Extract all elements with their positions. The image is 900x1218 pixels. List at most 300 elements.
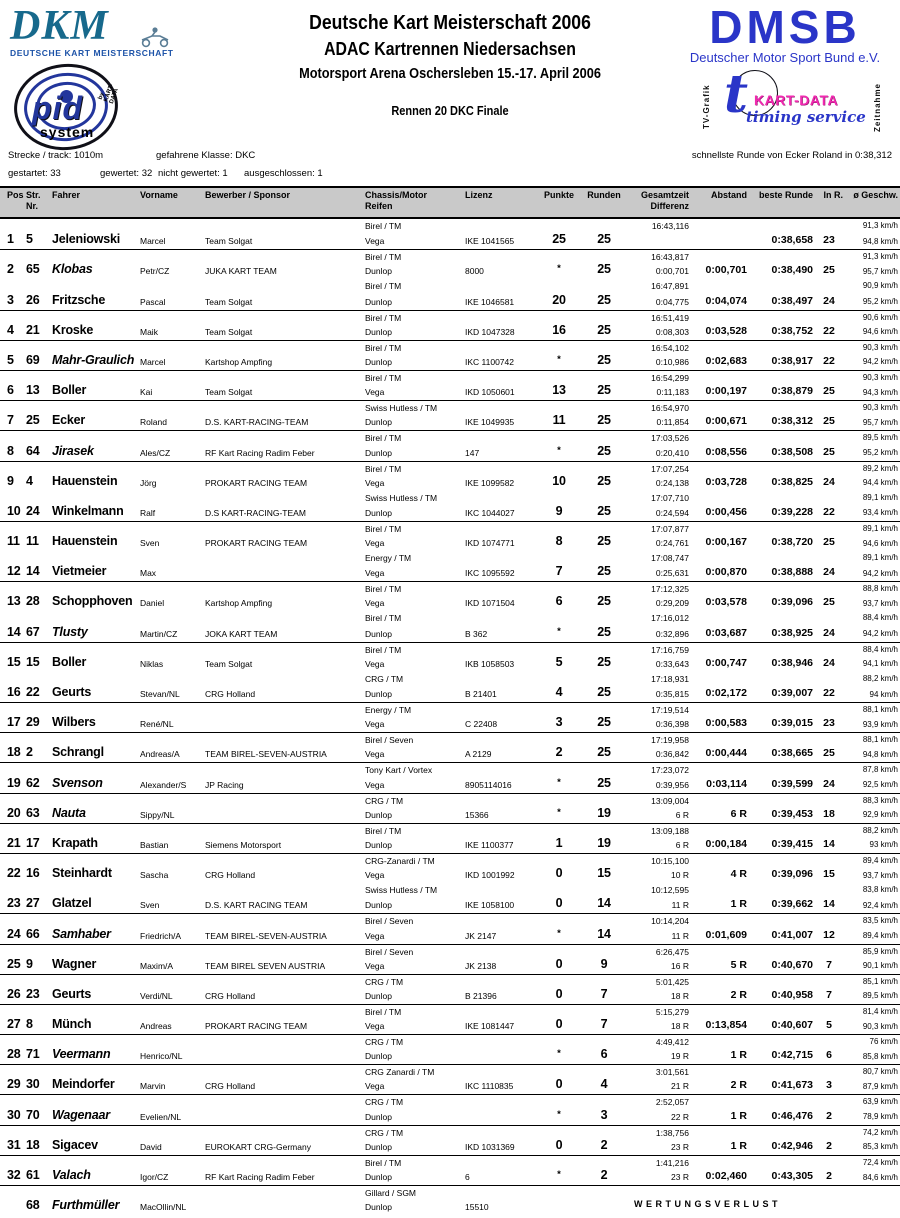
col-fahrer: Geurts xyxy=(52,986,92,1001)
col-abstand: 0:04,074 xyxy=(705,294,747,307)
col-geschw: 76 km/h 85,8 km/h xyxy=(862,1037,898,1061)
col-beste-runde: 0:38,665 xyxy=(771,747,813,760)
col-in-r: 24 xyxy=(823,294,835,307)
col-chassis-reifen: CRG / TM Dunlop xyxy=(365,1127,404,1152)
col-chassis-reifen: Birel / TM Dunlop xyxy=(365,342,402,367)
col-start-number: 24 xyxy=(26,503,40,518)
col-gesamtzeit: 17:08,747 0:25,631 xyxy=(651,553,689,579)
col-fahrer: Furthmüller xyxy=(52,1198,120,1213)
col-pos: 25 xyxy=(7,956,21,971)
col-start-number: 70 xyxy=(26,1107,40,1122)
col-header-runden: Runden xyxy=(587,190,621,200)
col-punkte: * xyxy=(557,806,561,818)
col-vorname: Martin/CZ xyxy=(140,628,178,639)
col-start-number: 16 xyxy=(26,866,40,881)
class-run: gefahrene Klasse: DKC xyxy=(156,150,256,161)
col-header-sponsor: Bewerber / Sponsor xyxy=(205,190,291,200)
col-pos: 17 xyxy=(7,715,21,730)
col-start-number: 17 xyxy=(26,835,40,850)
col-pos: 11 xyxy=(7,534,20,549)
table-row xyxy=(0,1155,900,1185)
kartdata-script: timing service xyxy=(746,108,866,126)
col-geschw: 80,7 km/h 87,9 km/h xyxy=(862,1067,898,1091)
col-fahrer: Schopphoven xyxy=(52,594,133,609)
col-vorname: Verdi/NL xyxy=(140,990,173,1001)
col-vorname: Henrico/NL xyxy=(140,1051,183,1062)
col-in-r: 22 xyxy=(823,324,835,337)
col-abstand: 1 R xyxy=(730,1049,747,1062)
col-punkte: 0 xyxy=(555,866,563,881)
col-gesamtzeit: 17:23,072 0:39,956 xyxy=(651,765,689,790)
col-lizenz: IKE 1049935 xyxy=(465,417,515,428)
col-start-number: 65 xyxy=(26,262,40,277)
col-beste-runde: 0:40,607 xyxy=(771,1019,813,1032)
col-runden: 25 xyxy=(597,443,611,458)
col-runden: 4 xyxy=(600,1077,608,1092)
col-runden: 19 xyxy=(597,835,611,850)
pid-logo-byline: by KART-DATA xyxy=(97,83,120,105)
col-lizenz: IKE 1041565 xyxy=(465,236,515,247)
col-sponsor: JUKA KART TEAM xyxy=(205,266,277,277)
col-abstand: 0:01,609 xyxy=(705,928,747,941)
col-punkte: * xyxy=(557,1108,561,1120)
col-punkte xyxy=(537,1186,581,1215)
col-fahrer: Wilbers xyxy=(52,715,96,730)
col-start-number: 66 xyxy=(26,926,40,941)
col-in-r: 24 xyxy=(823,777,835,790)
col-vorname: Kai xyxy=(140,387,153,398)
col-geschw: 88,2 km/h 94 km/h xyxy=(862,673,898,699)
col-pos: 16 xyxy=(7,685,21,699)
col-pos: 32 xyxy=(7,1168,21,1182)
col-start-number: 4 xyxy=(26,473,33,488)
table-row xyxy=(0,1064,900,1094)
col-sponsor: CRG Holland xyxy=(205,990,256,1001)
col-beste-runde: 0:46,476 xyxy=(771,1109,813,1122)
col-in-r: 14 xyxy=(823,837,835,850)
col-runden: 25 xyxy=(597,564,611,579)
table-row xyxy=(0,944,900,974)
col-gesamtzeit: 2:52,057 22 R xyxy=(655,1097,689,1122)
col-lizenz: IKC 1095592 xyxy=(465,568,515,579)
col-chassis-reifen: Energy / TM Vega xyxy=(365,553,412,579)
col-punkte: 11 xyxy=(552,413,566,428)
pid-logo-text: pid xyxy=(32,90,83,126)
col-beste-runde: 0:38,508 xyxy=(771,445,813,458)
col-punkte: * xyxy=(557,353,561,365)
col-start-number: 27 xyxy=(26,896,40,911)
col-runden xyxy=(581,1186,627,1215)
col-sponsor: RF Kart Racing Radim Feber xyxy=(205,1172,315,1182)
kartdata-name: KART-DATA xyxy=(754,92,839,108)
col-chassis-reifen: Birel / TM Vega xyxy=(365,1006,402,1032)
col-runden: 9 xyxy=(600,956,608,971)
col-punkte: 2 xyxy=(555,745,563,760)
col-fahrer: Ecker xyxy=(52,413,86,428)
col-punkte: 3 xyxy=(555,715,563,730)
col-geschw: 90,6 km/h 94,6 km/h xyxy=(862,312,898,337)
col-gesamtzeit: 17:07,254 0:24,138 xyxy=(651,463,689,488)
col-gesamtzeit: 17:12,325 0:29,209 xyxy=(651,584,689,609)
col-lizenz: IKD 1050601 xyxy=(465,387,515,398)
col-chassis-reifen: Swiss Hutless / TM Dunlop xyxy=(365,885,438,911)
col-chassis-reifen: CRG Zanardi / TM Vega xyxy=(365,1067,435,1092)
col-beste-runde: 0:39,007 xyxy=(771,687,813,699)
col-abstand: 0:03,687 xyxy=(705,626,747,639)
col-runden: 25 xyxy=(597,654,611,669)
col-beste-runde: 0:40,670 xyxy=(771,958,813,971)
col-pos: 3 xyxy=(7,292,14,307)
col-in-r: 2 xyxy=(826,1139,832,1152)
col-gesamtzeit: 10:14,204 11 R xyxy=(651,916,689,941)
col-geschw: 74,2 km/h 85,3 km/h xyxy=(862,1127,898,1152)
col-start-number: 18 xyxy=(26,1137,40,1152)
col-in-r: 7 xyxy=(826,958,832,971)
col-geschw: 83,5 km/h 89,4 km/h xyxy=(862,916,898,940)
col-abstand: 0:00,444 xyxy=(705,747,747,760)
col-in-r: 24 xyxy=(823,566,835,579)
col-abstand: 0:00,167 xyxy=(705,536,747,549)
col-chassis-reifen: Birel / TM Dunlop xyxy=(365,1157,402,1182)
col-pos: 29 xyxy=(7,1077,21,1092)
col-in-r: 22 xyxy=(823,505,835,518)
col-runden: 25 xyxy=(597,262,611,277)
table-row xyxy=(0,732,900,762)
table-row xyxy=(0,702,900,732)
col-sponsor: EUROKART CRG-Germany xyxy=(205,1141,311,1152)
col-in-r: 14 xyxy=(823,898,835,911)
col-gesamtzeit: 13:09,004 6 R xyxy=(651,795,689,820)
col-beste-runde: 0:38,720 xyxy=(771,536,813,549)
col-punkte: 0 xyxy=(555,956,563,971)
col-gesamtzeit: 16:47,891 0:04,775 xyxy=(651,281,689,307)
col-gesamtzeit: 17:19,958 0:36,842 xyxy=(651,735,689,760)
col-header-gesamtzeit: Gesamtzeit Differenz xyxy=(640,190,689,211)
col-pos: 28 xyxy=(7,1047,21,1062)
col-pos: 8 xyxy=(7,443,14,458)
col-vorname: Igor/CZ xyxy=(140,1172,169,1182)
col-chassis-reifen: Birel / TM Vega xyxy=(365,463,402,488)
col-runden: 25 xyxy=(597,232,611,247)
col-gesamtzeit: 16:54,299 0:11,183 xyxy=(651,372,689,398)
excluded-count: ausgeschlossen: 1 xyxy=(244,168,323,179)
table-row xyxy=(0,370,900,400)
col-in-r: 25 xyxy=(823,747,835,760)
col-lizenz: 15510 xyxy=(465,1202,489,1213)
col-in-r: 25 xyxy=(823,536,835,549)
col-sponsor: D.S KART-RACING-TEAM xyxy=(205,507,306,518)
col-beste-runde: 0:38,879 xyxy=(771,385,813,398)
col-punkte: 10 xyxy=(552,473,566,488)
col-geschw: 89,5 km/h 95,2 km/h xyxy=(862,433,898,457)
col-chassis-reifen: CRG / TM Dunlop xyxy=(365,673,404,699)
col-runden: 14 xyxy=(597,896,611,911)
col-header-lizenz: Lizenz xyxy=(465,190,493,200)
col-fahrer: Veermann xyxy=(52,1047,111,1062)
col-fahrer: Boller xyxy=(52,654,87,669)
col-abstand: 0:03,728 xyxy=(705,475,747,488)
col-punkte: 0 xyxy=(555,986,563,1001)
col-chassis-reifen: Birel / Seven Vega xyxy=(365,916,414,941)
col-runden: 19 xyxy=(597,805,611,820)
col-pos: 27 xyxy=(7,1017,21,1032)
col-sponsor xyxy=(205,1035,365,1064)
col-in-r: 7 xyxy=(826,988,832,1001)
col-in-r: 15 xyxy=(823,868,835,881)
col-sponsor xyxy=(205,551,365,581)
col-start-number: 68 xyxy=(26,1198,40,1213)
col-vorname: Ales/CZ xyxy=(140,447,171,458)
col-runden: 25 xyxy=(597,685,611,699)
col-vorname: Andreas xyxy=(140,1021,172,1032)
col-beste-runde: 0:39,015 xyxy=(771,717,813,730)
col-vorname: Marcel xyxy=(140,356,166,367)
col-start-number: 11 xyxy=(26,534,39,549)
col-runden: 2 xyxy=(600,1137,608,1152)
col-lizenz xyxy=(465,1095,537,1124)
kartdata-t-glyph: t xyxy=(724,64,749,125)
col-geschw: 87,8 km/h 92,5 km/h xyxy=(862,765,898,790)
col-chassis-reifen: Birel / TM Vega xyxy=(365,221,402,247)
col-geschw: 89,1 km/h 94,6 km/h xyxy=(862,523,898,548)
col-geschw: 88,1 km/h 94,8 km/h xyxy=(862,735,898,759)
col-sponsor: CRG Holland xyxy=(205,870,256,881)
col-lizenz: IKE 1046581 xyxy=(465,296,515,307)
col-vorname: Andreas/A xyxy=(140,749,180,760)
col-abstand: 2 R xyxy=(730,1079,747,1092)
col-lizenz xyxy=(465,1035,537,1064)
col-chassis-reifen: Birel / Seven Vega xyxy=(365,946,414,971)
table-row xyxy=(0,1094,900,1124)
col-in-r: 23 xyxy=(823,234,835,247)
col-punkte: 16 xyxy=(552,322,566,337)
started-count: gestartet: 33 xyxy=(8,168,61,179)
col-chassis-reifen: CRG / TM Dunlop xyxy=(365,1037,404,1062)
col-pos: 30 xyxy=(7,1107,21,1122)
col-punkte: 13 xyxy=(552,383,566,398)
col-runden: 25 xyxy=(597,534,611,549)
col-abstand: 1 R xyxy=(730,898,747,911)
col-punkte: * xyxy=(557,444,561,456)
col-runden: 25 xyxy=(597,715,611,730)
col-geschw xyxy=(843,1186,900,1215)
col-chassis-reifen: Tony Kart / Vortex Vega xyxy=(365,765,433,790)
col-geschw: 89,1 km/h 93,4 km/h xyxy=(862,492,898,518)
col-in-r: 2 xyxy=(826,1170,832,1182)
col-geschw: 81,4 km/h 90,3 km/h xyxy=(862,1006,898,1031)
dkm-logo-subtitle: DEUTSCHE KART MEISTERSCHAFT xyxy=(10,48,174,58)
table-row xyxy=(0,853,900,883)
col-punkte: 0 xyxy=(555,1017,563,1032)
col-fahrer: Geurts xyxy=(52,685,92,699)
col-punkte: 0 xyxy=(555,1137,563,1152)
col-abstand: 0:00,197 xyxy=(705,385,747,398)
page-title: Deutsche Kart Meisterschaft 2006 xyxy=(309,12,591,34)
col-pos: 13 xyxy=(7,594,21,609)
table-header xyxy=(0,186,900,219)
col-lizenz: IKE 1100377 xyxy=(465,839,514,850)
col-beste-runde: 0:38,658 xyxy=(771,234,813,247)
col-lizenz: IKC 1044027 xyxy=(465,507,515,518)
col-header-pos: Pos xyxy=(7,190,24,200)
col-runden: 25 xyxy=(597,352,611,367)
col-vorname: David xyxy=(140,1141,162,1152)
col-punkte: 8 xyxy=(555,534,563,549)
col-beste-runde: 0:41,007 xyxy=(771,928,813,941)
table-row xyxy=(0,249,900,279)
col-runden: 2 xyxy=(600,1168,608,1182)
col-fahrer: Tlusty xyxy=(52,624,88,639)
col-start-number: 62 xyxy=(26,775,40,790)
col-sponsor: PROKART RACING TEAM xyxy=(205,477,308,488)
table-row xyxy=(0,642,900,672)
col-beste-runde: 0:38,752 xyxy=(771,324,813,337)
col-vorname: Bastian xyxy=(140,839,169,850)
table-row xyxy=(0,219,900,249)
col-pos: 5 xyxy=(7,352,14,367)
col-gesamtzeit: 5:15,279 18 R xyxy=(655,1006,689,1032)
col-start-number: 22 xyxy=(26,685,40,699)
col-fahrer: Valach xyxy=(52,1168,91,1182)
col-runden: 14 xyxy=(597,926,611,941)
col-fahrer: Münch xyxy=(52,1017,92,1032)
col-geschw: 89,2 km/h 94,4 km/h xyxy=(862,463,898,488)
col-pos xyxy=(0,1186,26,1215)
col-runden: 7 xyxy=(600,1017,608,1032)
col-gesamtzeit: 17:16,012 0:32,896 xyxy=(651,613,689,639)
results-table-body xyxy=(0,219,900,1215)
col-lizenz: IKD 1071504 xyxy=(465,598,515,609)
table-row xyxy=(0,823,900,853)
col-fahrer: Nauta xyxy=(52,805,86,820)
col-in-r: 22 xyxy=(823,687,835,699)
col-fahrer: Klobas xyxy=(52,262,93,277)
tv-grafik-label: TV-Grafik xyxy=(702,84,711,130)
table-row xyxy=(0,883,900,913)
col-pos: 24 xyxy=(7,926,21,941)
col-header-beste-runde: beste Runde xyxy=(758,190,813,200)
col-start-number: 23 xyxy=(26,986,40,1001)
col-fahrer: Vietmeier xyxy=(52,564,107,579)
col-header-fahrer: Fahrer xyxy=(52,190,81,200)
col-punkte: 0 xyxy=(555,1077,563,1092)
table-row xyxy=(0,340,900,370)
col-vorname: Niklas xyxy=(140,658,164,669)
col-vorname: Sven xyxy=(140,538,160,549)
col-lizenz: IKD 1047328 xyxy=(465,326,515,337)
col-sponsor: Kartshop Ampfing xyxy=(205,598,273,609)
col-geschw: 88,4 km/h 94,1 km/h xyxy=(862,644,898,669)
kartdata-logo xyxy=(702,64,882,148)
col-gesamtzeit: 16:43,817 0:00,701 xyxy=(651,252,689,277)
col-gesamtzeit: 1:38,756 23 R xyxy=(655,1127,689,1152)
col-fahrer: Winkelmann xyxy=(52,503,124,518)
col-gesamtzeit: 10:12,595 11 R xyxy=(651,885,689,911)
col-fahrer: Hauenstein xyxy=(52,473,118,488)
col-chassis-reifen: Birel / TM Dunlop xyxy=(365,252,402,277)
col-vorname: Daniel xyxy=(140,598,165,609)
col-pos: 26 xyxy=(7,986,21,1001)
col-beste-runde: 0:39,415 xyxy=(771,837,813,850)
col-pos: 20 xyxy=(7,805,21,820)
col-pos: 10 xyxy=(7,503,21,518)
table-row xyxy=(0,551,900,581)
col-fahrer: Jirasek xyxy=(52,443,94,458)
col-in-r: 18 xyxy=(823,807,835,820)
table-row xyxy=(0,461,900,491)
col-geschw: 90,3 km/h 94,2 km/h xyxy=(862,342,898,367)
col-geschw: 89,1 km/h 94,2 km/h xyxy=(862,553,898,578)
col-abstand: 0:03,114 xyxy=(706,777,747,790)
col-punkte: 0 xyxy=(555,896,563,911)
col-in-r: 6 xyxy=(826,1049,832,1062)
col-runden: 7 xyxy=(600,986,608,1001)
col-punkte: 9 xyxy=(555,503,563,518)
col-chassis-reifen: Birel / TM Dunlop xyxy=(365,312,402,337)
col-gesamtzeit: 16:54,102 0:10,986 xyxy=(651,342,689,367)
dmsb-logo xyxy=(680,1,890,65)
col-vorname: Evelien/NL xyxy=(140,1111,182,1122)
col-runden: 25 xyxy=(597,292,611,307)
col-fahrer: Boller xyxy=(52,383,87,398)
col-abstand: 0:02,460 xyxy=(705,1170,747,1182)
col-chassis-reifen: Birel / TM Vega xyxy=(365,372,402,398)
col-in-r: 3 xyxy=(826,1079,832,1092)
col-chassis-reifen: Birel / TM Vega xyxy=(365,523,402,549)
col-lizenz: C 22408 xyxy=(465,719,498,730)
col-vorname: Max xyxy=(140,568,157,579)
dmsb-logo-text: DMSB xyxy=(709,1,861,53)
dkm-logo-text: DKM xyxy=(10,3,109,49)
col-chassis-reifen: Birel / TM Dunlop xyxy=(365,281,402,307)
col-punkte: 5 xyxy=(555,654,563,669)
col-beste-runde: 0:39,096 xyxy=(771,868,813,881)
col-gesamtzeit: 5:01,425 18 R xyxy=(655,976,689,1001)
col-fahrer: Jeleniowski xyxy=(52,232,120,247)
col-runden: 25 xyxy=(597,473,611,488)
col-abstand: 1 R xyxy=(730,1139,747,1152)
col-vorname: Maxim/A xyxy=(140,960,174,971)
col-chassis-reifen: Swiss Hutless / TM Dunlop xyxy=(365,403,438,428)
col-beste-runde: 0:39,096 xyxy=(771,596,813,609)
col-start-number: 69 xyxy=(26,352,40,367)
pid-logo-system-text: system xyxy=(40,124,95,140)
col-runden: 25 xyxy=(597,322,611,337)
col-chassis-reifen: CRG / TM Dunlop xyxy=(365,795,404,820)
col-geschw: 83,8 km/h 92,4 km/h xyxy=(862,885,898,910)
col-chassis-reifen: Birel / TM Dunlop xyxy=(365,433,402,458)
classified-count: gewertet: 32 xyxy=(100,168,153,179)
col-pos: 31 xyxy=(7,1137,21,1152)
col-vorname: Friedrich/A xyxy=(140,930,182,941)
kart-icon xyxy=(138,24,172,48)
col-abstand xyxy=(689,219,747,249)
col-geschw: 91,3 km/h 95,7 km/h xyxy=(862,252,898,276)
col-geschw: 88,8 km/h 93,7 km/h xyxy=(862,584,898,608)
col-lizenz: IKE 1081447 xyxy=(465,1021,515,1032)
col-in-r: 25 xyxy=(823,264,835,277)
col-fahrer: Fritzsche xyxy=(52,292,106,307)
col-vorname: MacOllin/NL xyxy=(140,1202,187,1213)
col-abstand: 0:08,556 xyxy=(705,445,747,458)
col-start-number: 67 xyxy=(26,624,40,639)
col-abstand: 0:00,747 xyxy=(705,656,747,669)
col-in-r: 25 xyxy=(823,445,835,458)
document-titles xyxy=(274,12,626,118)
col-pos: 22 xyxy=(7,866,21,881)
col-sponsor: PROKART RACING TEAM xyxy=(205,1021,308,1032)
col-runden: 25 xyxy=(597,383,611,398)
